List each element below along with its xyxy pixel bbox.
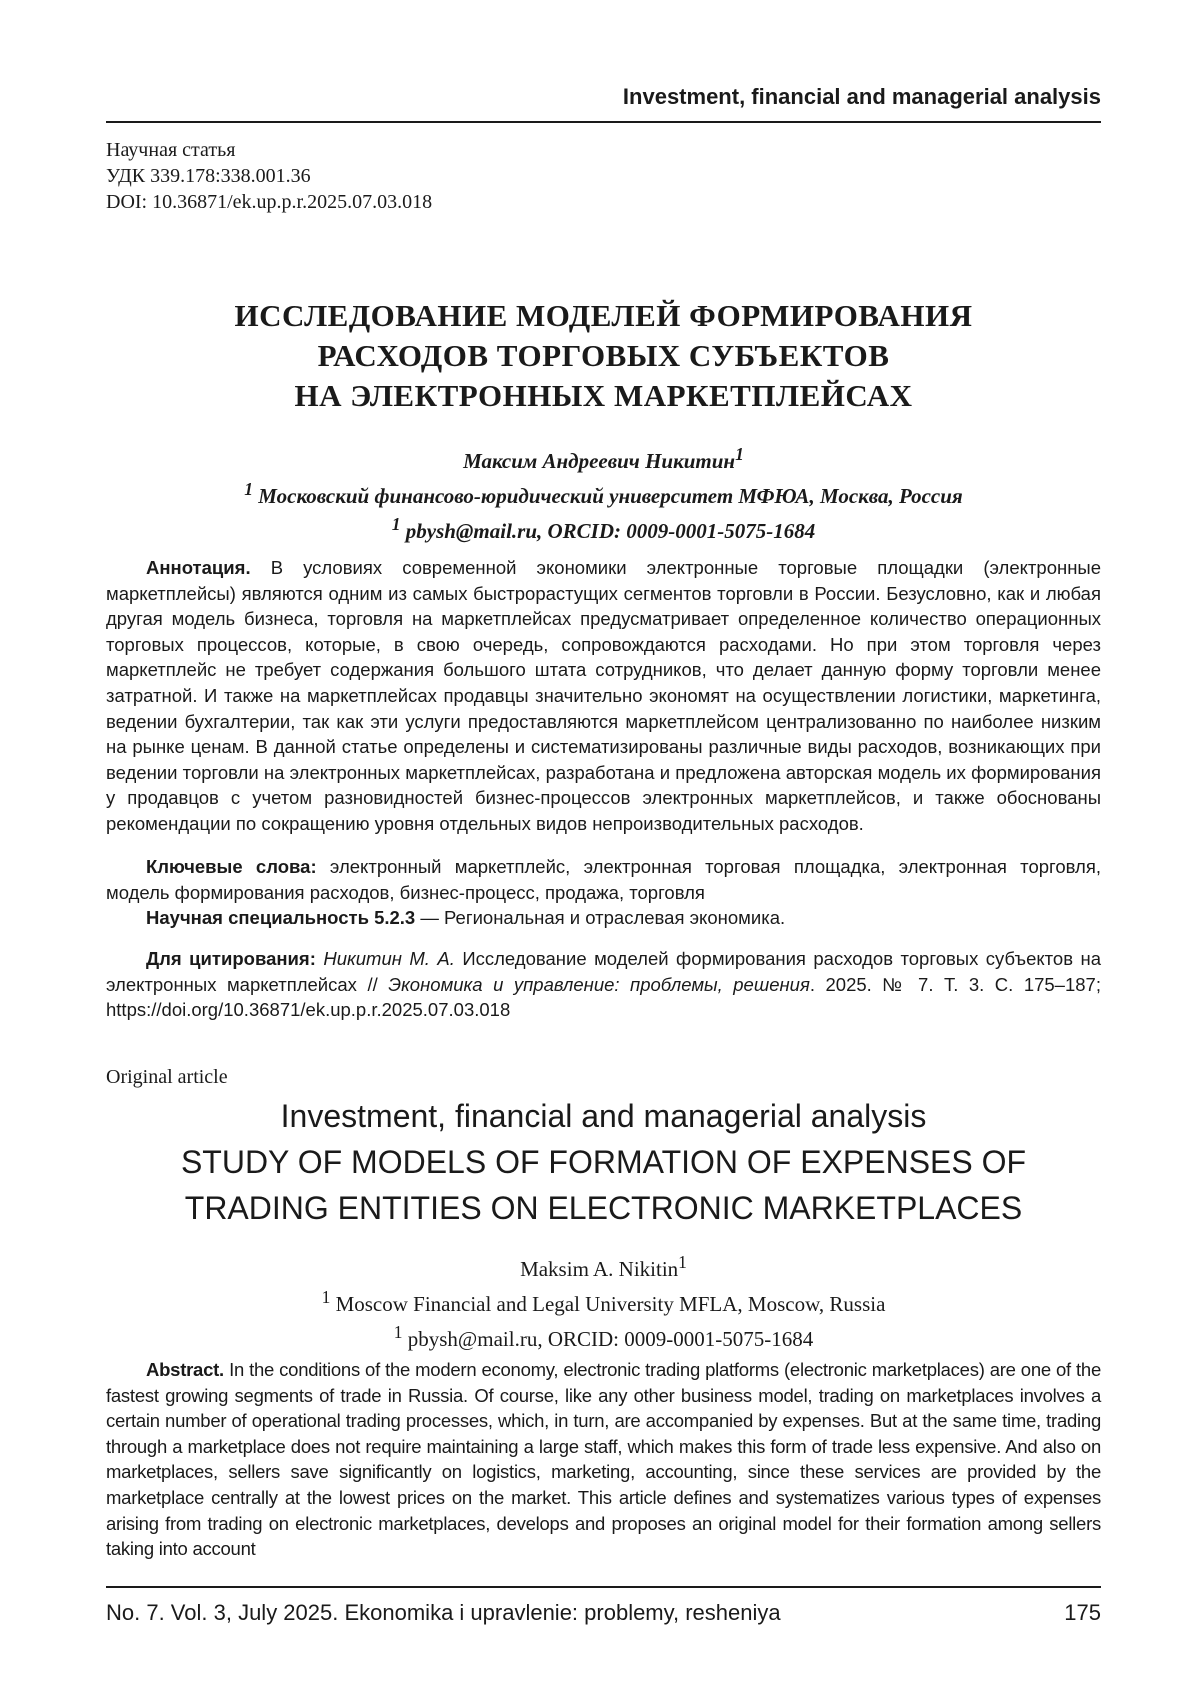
ru-specialty-label: Научная специальность 5.2.3 (146, 907, 416, 928)
ru-abstract (106, 555, 1101, 837)
ru-contact: $^1$ pbysh@mail.ru, ORCID: 0009-0001-5075-1684 (391, 514, 816, 543)
en-article-type: Original article (106, 1066, 228, 1088)
ru-citation: Для цитирования: Никитин М. А. Исследование моделей формирования расходов торговых субъектов на электронных маркетплейсах // Экономика и управление: проблемы, решения. 2025. № 7. Т. 3. С. 175–187; https://doi.org/10.36871/ek.up.p.r.2025.07.03.018 (106, 948, 1101, 1021)
ru-citation-journal: Экономика и управление: проблемы, решения (388, 973, 810, 995)
ru-keywords (106, 854, 1101, 905)
article-meta (106, 137, 432, 215)
en-title-line: TRADING ENTITIES ON ELECTRONIC MARKETPLACES (184, 1190, 1023, 1226)
ru-keywords-text: электронный маркетплейс, электронная торговая площадка, электронная торговля, модель формирования расходов, бизнес-процесс, продажа, торговля (106, 856, 1102, 903)
ru-title-line: ИССЛЕДОВАНИЕ МОДЕЛЕЙ ФОРМИРОВАНИЯ (234, 298, 973, 333)
article-type: Научная статья (106, 139, 236, 161)
ru-keywords-label: Ключевые слова: (146, 856, 317, 877)
ru-title-line: НА ЭЛЕКТРОННЫХ МАРКЕТПЛЕЙСАХ (294, 378, 913, 413)
header-rule (106, 121, 1101, 123)
en-abstract (106, 1357, 1101, 1562)
footer-rule (106, 1586, 1101, 1588)
en-contact: $^1$ pbysh@mail.ru, ORCID: 0009-0001-5075-1684 (393, 1322, 814, 1351)
en-section-title: Investment, financial and managerial analysis (280, 1098, 927, 1134)
ru-specialty-text: — Региональная и отраслевая экономика. (415, 907, 786, 928)
ru-author-block (106, 440, 1101, 545)
footer-journal: No. 7. Vol. 3, July 2025. Ekonomika i upravlenie: problemy, resheniya (106, 1600, 781, 1625)
en-abstract-label: Abstract. (146, 1359, 224, 1380)
en-abstract-text: In the conditions of the modern economy, electronic trading platforms (electronic marketplaces) are one of the fastest growing segments of trade in Russia. Of course, like any other business model, trading on marketplaces involves a certain number of operational trading processes, which, in turn, are accompanied by expenses. But at the same time, trading through a marketplace does not require maintaining a large staff, which makes this form of trade less expensive. And also on marketplaces, sellers save significantly on logistics, marketing, accounting, since these services are provided by the marketplace centrally at the lowest prices on the market. This article defines and systematizes various types of expenses arising from trading on electronic marketplaces, develops and proposes an original model for their formation among sellers taking into account (106, 1359, 1102, 1560)
en-title-line: STUDY OF MODELS OF FORMATION OF EXPENSES OF (180, 1144, 1027, 1180)
en-author-block (106, 1248, 1101, 1353)
ru-author-name: Максим Андреевич Никитин$^1$ (463, 444, 744, 473)
en-author-name: Maksim A. Nikitin$^1$ (520, 1252, 687, 1281)
udc-code: УДК 339.178:338.001.36 (106, 165, 311, 187)
ru-title (106, 296, 1101, 416)
ru-affiliation: $^1$ Московский финансово-юридический университет МФЮА, Москва, Россия (244, 479, 963, 508)
page-number: 175 (1064, 1600, 1101, 1625)
doi: DOI: 10.36871/ek.up.p.r.2025.07.03.018 (106, 191, 433, 213)
ru-citation-label: Для цитирования: (146, 948, 316, 969)
en-title (106, 1139, 1101, 1231)
running-header: Investment, financial and managerial analysis (622, 84, 1101, 109)
ru-specialty (106, 905, 1101, 931)
en-affiliation: $^1$ Moscow Financial and Legal University MFLA, Moscow, Russia (321, 1287, 886, 1316)
ru-title-line: РАСХОДОВ ТОРГОВЫХ СУБЪЕКТОВ (317, 338, 890, 373)
ru-citation-author: Никитин М. А. (323, 948, 455, 969)
ru-abstract-text: В условиях современной экономики электронные торговые площадки (электронные маркетплейсы) являются одним из самых быстрорастущих сегментов торговли в России. Безусловно, как и любая другая модель бизнеса, торговля на маркетплейсах предусматривает определенное количество операционных торговых процессов, которые, в свою очередь, сопровождаются расходами. Но при этом торговля через маркетплейс не требует содержания большого штата сотрудников, что делает данную форму торговли менее затратной. И также на маркетплейсах продавцы значительно экономят на осуществлении логистики, маркетинга, ведении бухгалтерии, так как эти услуги предоставляются маркетплейсом централизованно по наиболее низким на рынке ценам. В данной статье определены и систематизированы различные виды расходов, возникающих при ведении торговли на электронных маркетплейсах, разработана и предложена авторская модель их формирования у продавцов с учетом разновидностей бизнес-процессов электронных маркетплейсов, и также обоснованы рекомендации по сокращению уровня отдельных видов непроизводительных расходов. (106, 557, 1102, 834)
ru-abstract-label: Аннотация. (146, 557, 251, 578)
